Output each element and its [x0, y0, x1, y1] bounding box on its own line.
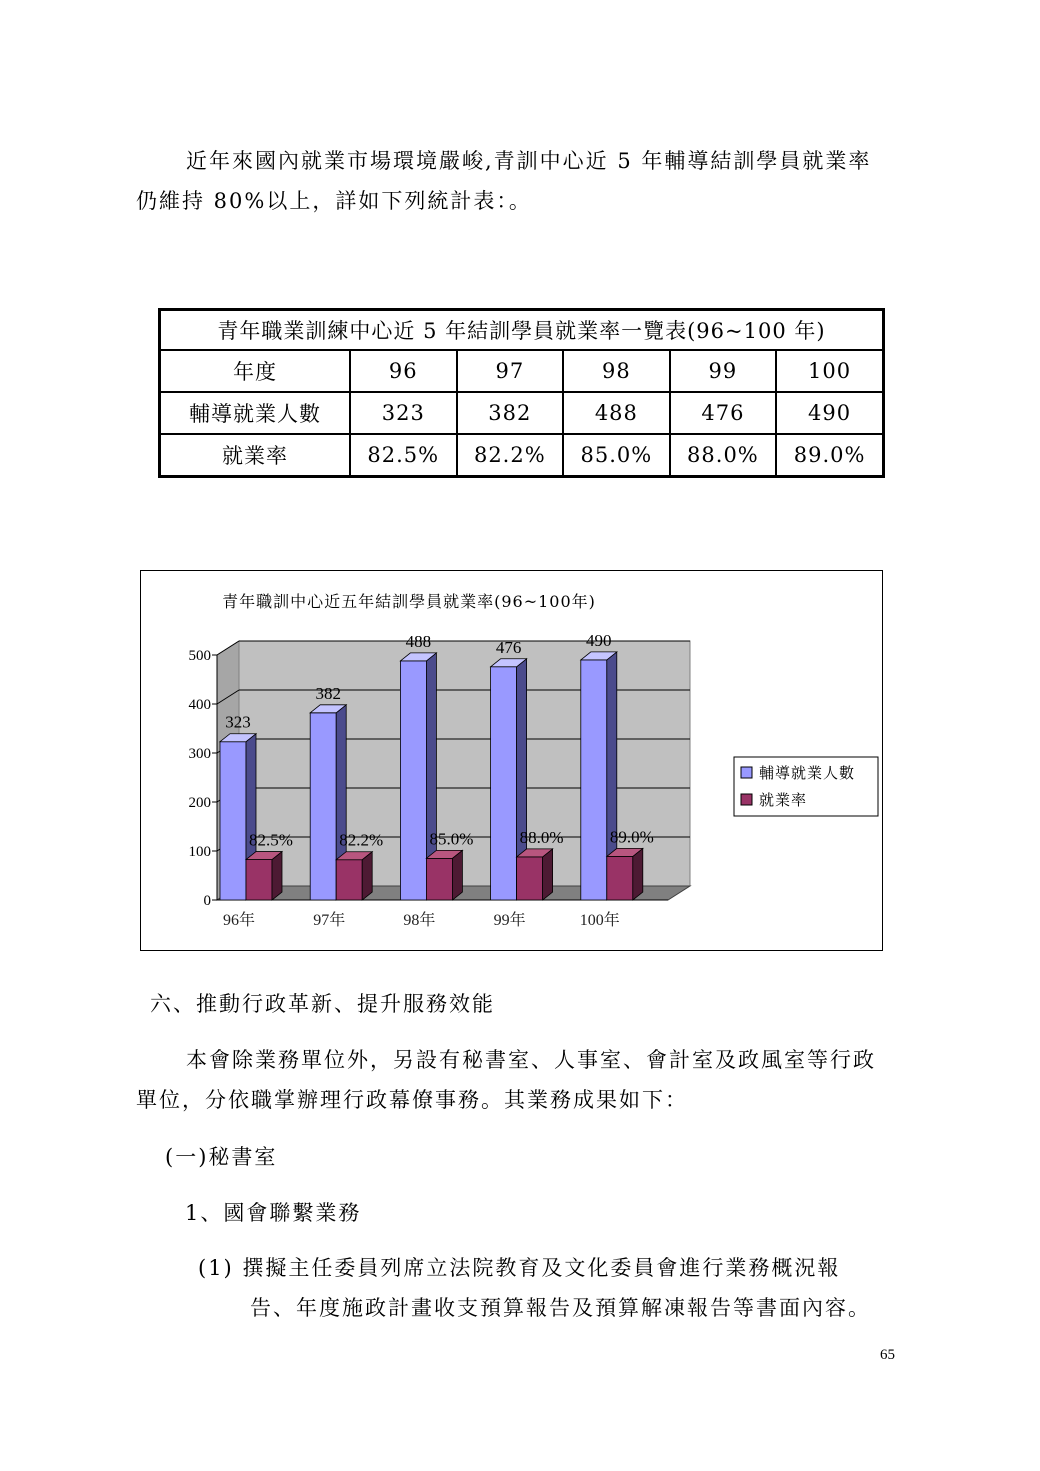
data-label: 490 [586, 630, 612, 650]
chart-canvas [141, 571, 882, 950]
table-cell: 82.5% [350, 434, 457, 477]
table-cell: 89.0% [776, 434, 883, 477]
x-tick-label: 97年 [313, 912, 346, 929]
section-6-line-2: 單位，分依職掌辦理行政幕僚事務。其業務成果如下： [136, 1088, 688, 1112]
table-cell: 96 [350, 350, 457, 392]
bar [426, 858, 452, 900]
intro-line-1: 近年來國內就業市場環境嚴峻,青訓中心近 5 年輔導結訓學員就業率 [186, 149, 872, 173]
table-cell: 99 [670, 350, 777, 392]
x-tick-label: 100年 [579, 912, 620, 929]
bar [400, 661, 426, 900]
table-cell: 382 [457, 392, 564, 434]
employment-chart [140, 570, 883, 951]
data-label: 323 [225, 712, 251, 732]
bar-side [543, 849, 553, 900]
table-title: 青年職業訓練中心近 5 年結訓學員就業率一覽表(96~100 年) [160, 310, 884, 351]
data-label: 382 [315, 683, 341, 703]
bar [246, 860, 272, 900]
legend-swatch [741, 767, 752, 778]
table-cell: 490 [776, 392, 883, 434]
item-congress-liaison: 1、國會聯繫業務 [185, 1201, 362, 1225]
x-tick-label: 98年 [403, 912, 436, 929]
subsection-secretariat: (一)秘書室 [165, 1145, 278, 1169]
data-label: 88.0% [519, 827, 564, 847]
table-cell: 98 [563, 350, 670, 392]
y-tick-label: 400 [188, 697, 211, 713]
legend-label: 輔導就業人數 [759, 764, 856, 782]
intro-paragraph [136, 141, 871, 221]
data-label: 85.0% [429, 829, 474, 849]
table-cell: 323 [350, 392, 457, 434]
data-label: 89.0% [609, 827, 654, 847]
chart-title: 青年職訓中心近五年結訓學員就業率(96~100年) [222, 592, 596, 611]
table-cell: 97 [457, 350, 564, 392]
bar [310, 713, 336, 900]
legend-swatch [741, 794, 752, 805]
data-label: 488 [405, 631, 432, 651]
bar [517, 857, 543, 900]
x-tick-label: 96年 [222, 912, 256, 929]
bar [336, 860, 362, 900]
data-label: 476 [495, 637, 522, 657]
table-cell: 88.0% [670, 434, 777, 477]
table-cell: 476 [670, 392, 777, 434]
item-1-line-2: 告、年度施政計畫收支預算報告及預算解凍報告等書面內容。 [250, 1296, 871, 1320]
y-tick-label: 100 [188, 844, 211, 860]
legend-label: 就業率 [759, 791, 808, 809]
y-tick-label: 300 [188, 746, 211, 762]
intro-line-2: 仍維持 80%以上，詳如下列統計表：。 [136, 189, 532, 213]
bar [607, 856, 633, 900]
section-6-paragraph [136, 1040, 876, 1120]
table-row [160, 434, 884, 477]
section-6-line-1: 本會除業務單位外，另設有秘書室、人事室、會計室及政風室等行政 [186, 1048, 876, 1072]
page-number: 65 [880, 1347, 895, 1363]
bar [581, 660, 607, 900]
section-6-heading: 六、推動行政革新、提升服務效能 [150, 992, 495, 1016]
table-row [160, 392, 884, 434]
item-1-line-1: (1) 撰擬主任委員列席立法院教育及文化委員會進行業務概況報 [198, 1256, 841, 1280]
y-tick-label: 500 [188, 648, 211, 664]
table-row [160, 350, 884, 392]
y-tick-label: 200 [188, 795, 211, 811]
data-label: 82.2% [339, 830, 384, 850]
bar-side [633, 848, 643, 900]
table-cell: 488 [563, 392, 670, 434]
y-tick-label: 0 [203, 893, 211, 909]
bar [220, 742, 246, 900]
table-cell: 82.2% [457, 434, 564, 477]
table-cell: 85.0% [563, 434, 670, 477]
x-tick-label: 99年 [493, 912, 526, 929]
data-label: 82.5% [249, 830, 293, 850]
item-1-paragraph [198, 1248, 871, 1328]
table-cell: 100 [776, 350, 883, 392]
table-cell: 輔導就業人數 [160, 392, 351, 434]
table-title-row [160, 310, 884, 351]
employment-stats-table [158, 308, 885, 478]
bar-side [452, 850, 462, 900]
table-cell: 年度 [160, 350, 351, 392]
bar [491, 667, 517, 900]
table-cell: 就業率 [160, 434, 351, 477]
